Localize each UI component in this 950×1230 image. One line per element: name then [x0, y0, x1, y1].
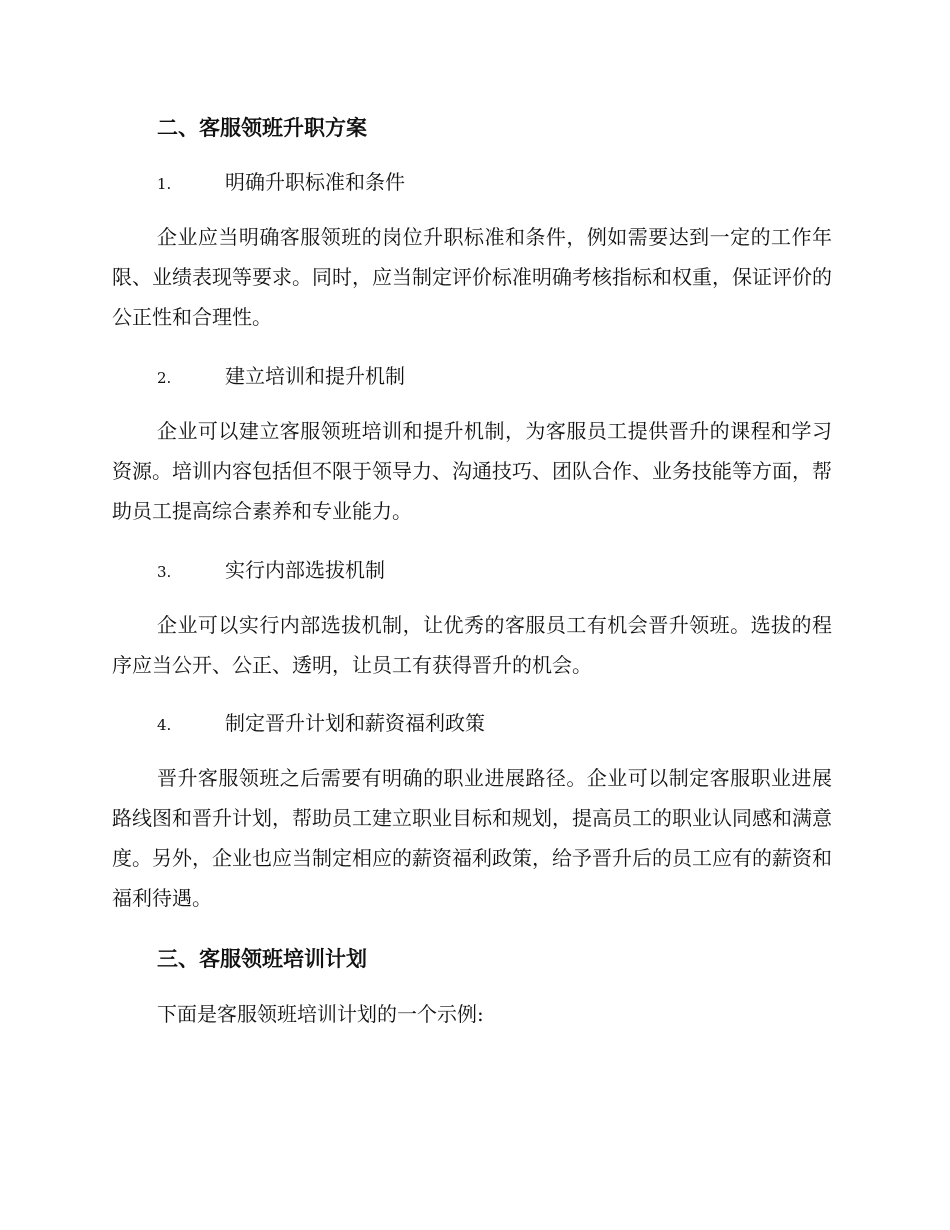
list-item-4 — [157, 708, 485, 740]
list-item-title: 建立培训和提升机制 — [225, 364, 405, 388]
paragraph-3: 企业可以实行内部选拔机制，让优秀的客服员工有机会晋升领班。选拔的程序应当公开、公正、透明，让员工有获得晋升的机会。 — [112, 613, 832, 677]
paragraph-4: 晋升客服领班之后需要有明确的职业进展路径。企业可以制定客服职业进展路线图和晋升计划，帮助员工建立职业目标和规划，提高员工的职业认同感和满意度。另外，企业也应当制定相应的薪资福利政策，给予晋升后的员工应有的薪资和福利待遇。 — [112, 766, 832, 910]
list-item-2 — [157, 361, 405, 393]
list-item-title: 实行内部选拔机制 — [225, 558, 385, 582]
section-heading-promotion: 二、客服领班升职方案 — [157, 115, 367, 140]
list-item-title: 明确升职标准和条件 — [225, 170, 405, 194]
list-item-1 — [157, 167, 405, 199]
list-number: 4. — [157, 716, 172, 734]
paragraph-1: 企业应当明确客服领班的岗位升职标准和条件，例如需要达到一定的工作年限、业绩表现等要求。同时，应当制定评价标准明确考核指标和权重，保证评价的公正性和合理性。 — [112, 225, 832, 329]
list-number: 3. — [157, 563, 172, 581]
paragraph-training-intro: 下面是客服领班培训计划的一个示例: — [157, 1002, 484, 1026]
list-item-title: 制定晋升计划和薪资福利政策 — [225, 711, 485, 735]
list-item-3 — [157, 555, 385, 587]
paragraph-2: 企业可以建立客服领班培训和提升机制，为客服员工提供晋升的课程和学习资源。培训内容包括但不限于领导力、沟通技巧、团队合作、业务技能等方面，帮助员工提高综合素养和专业能力。 — [112, 419, 832, 523]
list-number: 2. — [157, 369, 172, 387]
section-heading-training: 三、客服领班培训计划 — [157, 946, 367, 971]
list-number: 1. — [157, 175, 172, 193]
